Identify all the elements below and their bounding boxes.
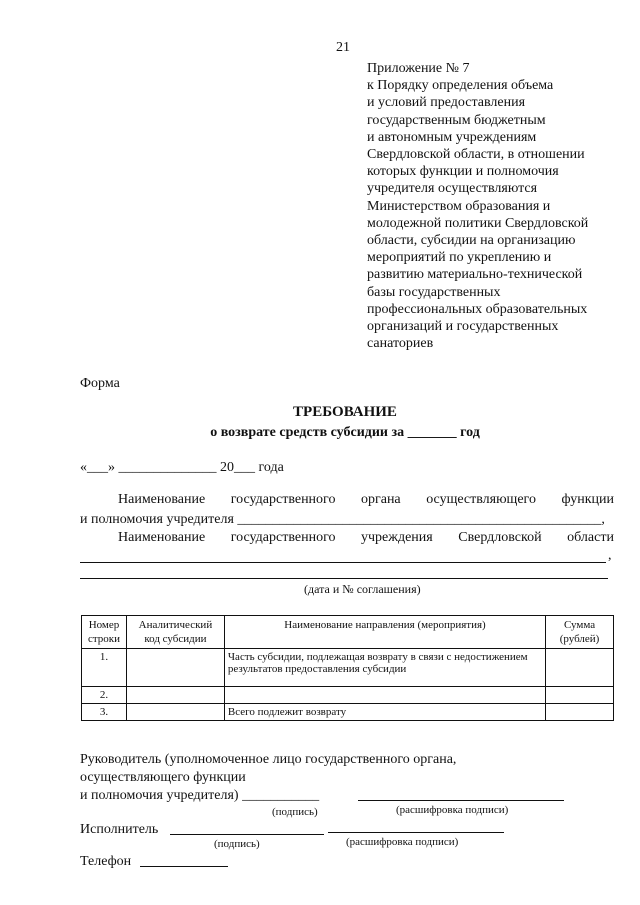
word: Свердловской: [458, 530, 542, 545]
table-cell: Всего подлежит возврату: [224, 704, 545, 721]
table-cell: 1.: [82, 649, 127, 687]
table-header: Номер строки: [82, 616, 127, 649]
document-title: ТРЕБОВАНИЕ: [293, 404, 397, 420]
executor-label: Исполнитель: [80, 822, 159, 837]
word: государственного: [230, 530, 336, 545]
organ-name-line: [118, 492, 614, 508]
table-cell[interactable]: [546, 687, 614, 704]
signature-caption: (подпись): [272, 806, 318, 818]
appendix-line: Министерством образования и: [367, 198, 551, 214]
agreement-field[interactable]: [80, 578, 608, 579]
table-cell[interactable]: [546, 649, 614, 687]
word: государственного: [230, 492, 336, 507]
appendix-line: развитию материально-технической: [367, 267, 583, 283]
table-row: [82, 687, 614, 704]
appendix-line: Свердловской области, в отношении: [367, 147, 585, 163]
table-header-row: [82, 616, 614, 649]
decoding-caption: (расшифровка подписи): [396, 804, 509, 816]
appendix-line: государственным бюджетным: [367, 112, 546, 128]
word: органа: [360, 492, 401, 507]
appendix-line: профессиональных образовательных: [367, 301, 588, 317]
table-row: [82, 704, 614, 721]
table-cell[interactable]: [126, 649, 224, 687]
phone-field[interactable]: [140, 866, 228, 867]
document-subtitle: о возврате средств субсидии за _______ год: [210, 425, 480, 440]
organ-name-field[interactable]: и полномочия учредителя ____________________________________________________,: [80, 512, 605, 527]
appendix-line: учредителя осуществляются: [367, 181, 538, 197]
phone-label: Телефон: [80, 854, 132, 869]
table-cell: Часть субсидии, подлежащая возврату в связи с недостижением результатов предоставления субсидии: [224, 649, 545, 687]
appendix-line: области, субсидии на организацию: [367, 233, 576, 249]
date-line[interactable]: «___» ______________ 20___ года: [80, 460, 284, 475]
institution-name-field[interactable]: [80, 562, 606, 563]
appendix-line: к Порядку определения объема: [367, 78, 554, 94]
head-line: осуществляющего функции: [80, 770, 246, 785]
appendix-line: и автономным учреждениям: [367, 129, 537, 145]
table-cell: 3.: [82, 704, 127, 721]
table-row: [82, 649, 614, 687]
appendix-line: которых функции и полномочия: [367, 164, 559, 180]
decoding-caption: (расшифровка подписи): [346, 836, 459, 848]
word: функции: [561, 492, 614, 507]
executor-signature-field[interactable]: [170, 834, 324, 835]
table-header: Аналитический код субсидии: [126, 616, 224, 649]
table-header: Наименование направления (мероприятия): [224, 616, 545, 649]
table-cell[interactable]: [126, 704, 224, 721]
table-cell[interactable]: [126, 687, 224, 704]
appendix-line: молодежной политики Свердловской: [367, 215, 589, 231]
refund-table: [81, 615, 614, 721]
head-decoding-field[interactable]: [358, 800, 564, 801]
page-number: 21: [336, 40, 350, 55]
appendix-line: организаций и государственных: [367, 319, 559, 335]
word: Наименование: [118, 492, 206, 507]
institution-comma: ,: [608, 548, 612, 563]
word: Наименование: [118, 530, 206, 545]
form-label: Форма: [80, 376, 120, 391]
table-cell[interactable]: [546, 704, 614, 721]
agreement-caption: (дата и № соглашения): [304, 582, 421, 596]
word: области: [567, 530, 614, 545]
table-cell[interactable]: [224, 687, 545, 704]
head-line[interactable]: и полномочия учредителя) ___________: [80, 788, 320, 803]
table-cell: 2.: [82, 687, 127, 704]
executor-decoding-field[interactable]: [328, 832, 504, 833]
appendix-block: [367, 60, 588, 352]
appendix-line: санаториев: [367, 336, 434, 352]
appendix-line: Приложение № 7: [367, 61, 470, 76]
head-line: Руководитель (уполномоченное лицо государственного органа,: [80, 752, 457, 767]
word: учреждения: [361, 530, 433, 545]
table-header: Сумма (рублей): [546, 616, 614, 649]
institution-name-line: [118, 530, 614, 546]
appendix-line: и условий предоставления: [367, 95, 526, 111]
word: осуществляющего: [426, 492, 536, 507]
signature-caption: (подпись): [214, 838, 260, 850]
appendix-line: базы государственных: [367, 284, 501, 300]
appendix-line: мероприятий по укреплению и: [367, 250, 552, 266]
